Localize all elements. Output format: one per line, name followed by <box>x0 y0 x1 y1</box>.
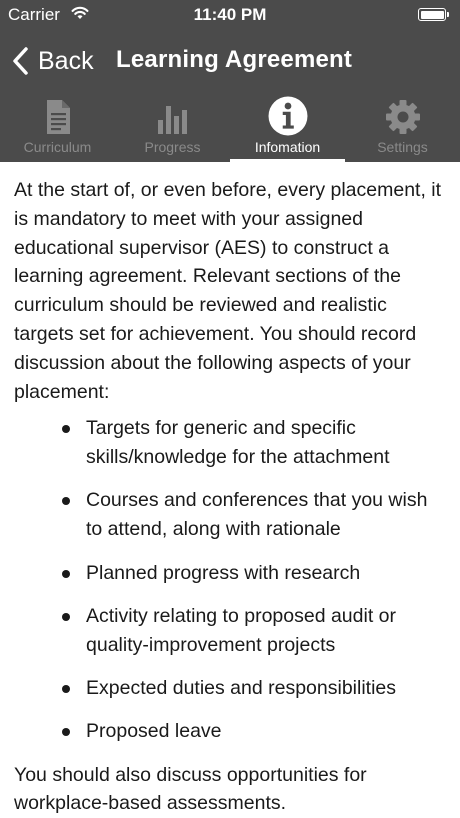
battery-fill <box>421 11 444 19</box>
tab-settings[interactable] <box>345 92 460 162</box>
status-time: 11:40 PM <box>193 5 267 24</box>
bullet-dot <box>62 570 70 578</box>
page-title: Learning Agreement <box>116 46 353 73</box>
bullet-dot <box>62 728 70 736</box>
bullet-dot <box>62 613 70 621</box>
bullet-dot <box>62 497 70 505</box>
tab-label: Infomation <box>254 139 321 155</box>
tab-curriculum[interactable] <box>0 92 115 162</box>
bullet-dot <box>62 685 70 693</box>
intro-paragraph: At the start of, or even before, every placement, it is mandatory to meet with your assigned educational supervisor (AES) to construct a learning agreement. Relevant sections of the curriculum should be reviewed and realistic targets set for achievement. You should record discussion about the following aspects of your placement: <box>14 179 442 403</box>
list-item <box>14 414 446 472</box>
list-item-text: Activity relating to proposed audit or quality-improvement projects <box>86 604 397 656</box>
list-item <box>14 717 446 746</box>
chevron-left-icon <box>10 46 32 76</box>
list-item-text: Courses and conferences that you wish to attend, along with rationale <box>86 489 428 541</box>
bullet-dot <box>62 425 70 433</box>
bullet-list <box>14 414 446 746</box>
tab-information[interactable] <box>230 92 345 162</box>
navigation-bar <box>0 30 460 92</box>
list-item-text: Proposed leave <box>86 720 222 743</box>
tab-progress[interactable] <box>115 92 230 162</box>
back-button[interactable] <box>10 44 94 78</box>
tab-bar <box>0 92 460 162</box>
list-item-text: Targets for generic and specific skills/knowledge for the attachment <box>86 417 390 469</box>
tab-label: Settings <box>377 139 428 155</box>
tab-label: Curriculum <box>23 139 92 155</box>
battery-icon <box>418 8 446 21</box>
list-item <box>14 602 446 660</box>
status-bar <box>0 0 460 30</box>
gear-icon <box>385 98 421 136</box>
list-item <box>14 486 446 544</box>
list-item <box>14 559 446 588</box>
list-item-text: Planned progress with research <box>86 561 361 584</box>
list-item <box>14 674 446 703</box>
info-icon <box>268 96 308 136</box>
tab-label: Progress <box>144 139 201 155</box>
closing-paragraph: You should also discuss opportunities for workplace-based assessments. <box>14 763 367 815</box>
active-tab-indicator <box>230 159 345 162</box>
carrier-label: Carrier <box>8 5 60 24</box>
article-content <box>14 176 446 818</box>
list-item-text: Expected duties and responsibilities <box>86 676 397 699</box>
bar-chart-icon <box>155 98 191 136</box>
document-icon <box>40 98 76 136</box>
back-label: Back <box>38 46 94 75</box>
